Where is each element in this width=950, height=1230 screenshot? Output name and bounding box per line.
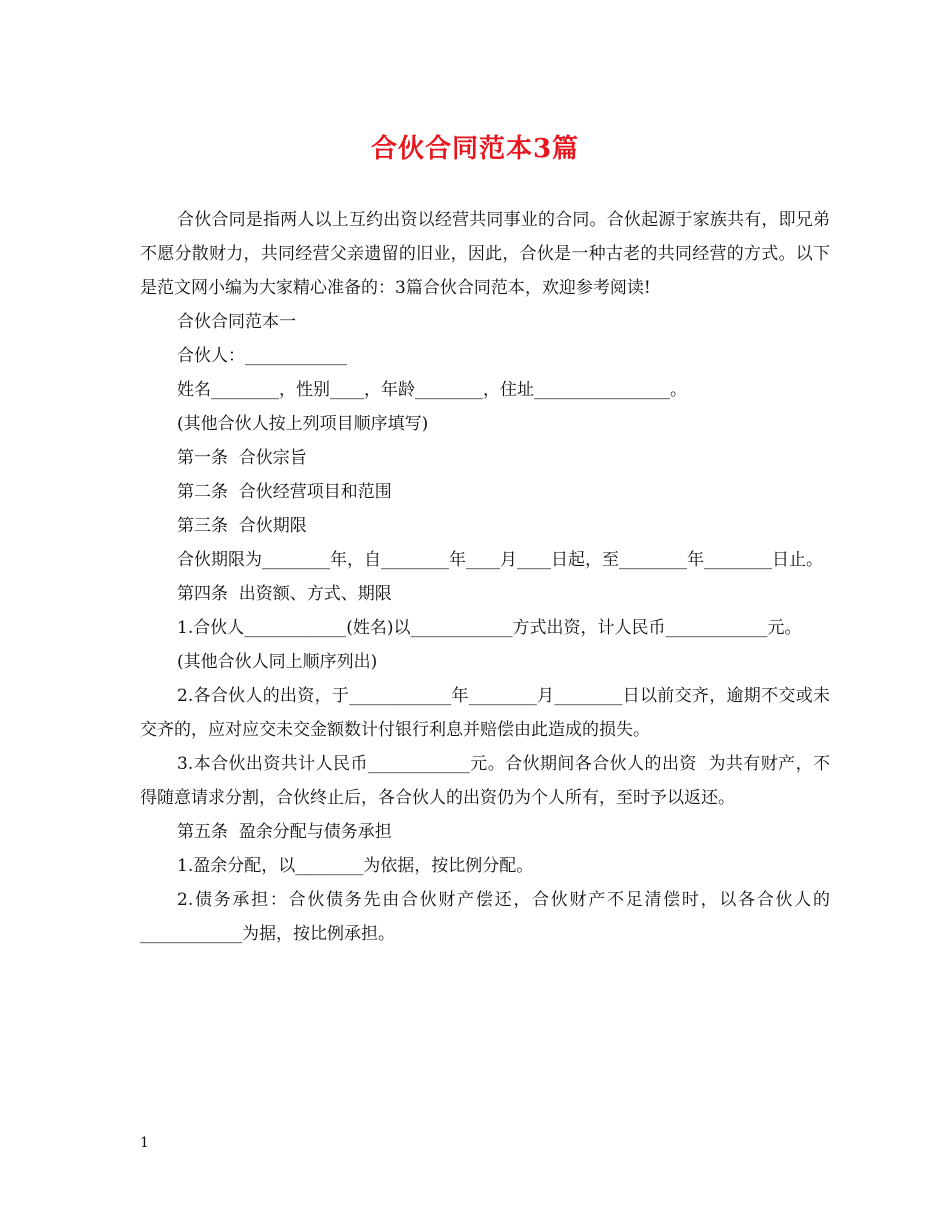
section-heading-contract-one: 合伙合同范本一 (177, 312, 296, 332)
article-4-clause-3: 3.本合伙出资共计人民币____________元。合伙期间各合伙人的出资 为共有财产，不得随意请求分割，合伙终止后，各合伙人的出资仍为个人所有，至时予以返还。 (140, 754, 830, 808)
article-1-heading: 第一条 合伙宗旨 (177, 448, 307, 468)
partner-details-line: 姓名________，性别____，年龄________，住址________________。 (177, 380, 687, 400)
note-other-partners-order: (其他合伙人同上顺序列出) (177, 652, 378, 672)
article-5-clause-2: 2.债务承担：合伙债务先由合伙财产偿还，合伙财产不足清偿时，以各合伙人的____________为据，按比例承担。 (140, 890, 830, 944)
article-4-clause-1: 1.合伙人____________(姓名)以____________方式出资，计人民币____________元。 (177, 618, 802, 638)
article-3-term-paragraph: 合伙期限为________年，自________年____月____日起，至________年________日止。 (177, 550, 823, 570)
article-3-heading: 第三条 合伙期限 (177, 516, 307, 536)
document-title: 合伙合同范本3篇 (370, 134, 580, 164)
document-body (140, 203, 830, 951)
article-5-clause-1: 1.盈余分配，以________为依据，按比例分配。 (177, 856, 534, 876)
article-2-heading: 第二条 合伙经营项目和范围 (177, 482, 392, 502)
note-other-partners: (其他合伙人按上列项目顺序填写) (177, 414, 429, 434)
article-5-heading: 第五条 盈余分配与债务承担 (177, 822, 392, 842)
page-number: 1 (140, 1135, 149, 1151)
article-4-clause-2: 2.各合伙人的出资，于____________年________月________日以前交齐，逾期不交或未交齐的，应对应交未交金额数计付银行利息并赔偿由此造成的损失。 (140, 686, 830, 740)
partner-line: 合伙人：____________ (177, 346, 347, 366)
article-4-heading: 第四条 出资额、方式、期限 (177, 584, 392, 604)
intro-paragraph: 合伙合同是指两人以上互约出资以经营共同事业的合同。合伙起源于家族共有，即兄弟不愿分散财力，共同经营父亲遗留的旧业，因此，合伙是一种古老的共同经营的方式。以下是范文网小编为大家精心准备的：3篇合伙合同范本，欢迎参考阅读! (140, 210, 830, 298)
